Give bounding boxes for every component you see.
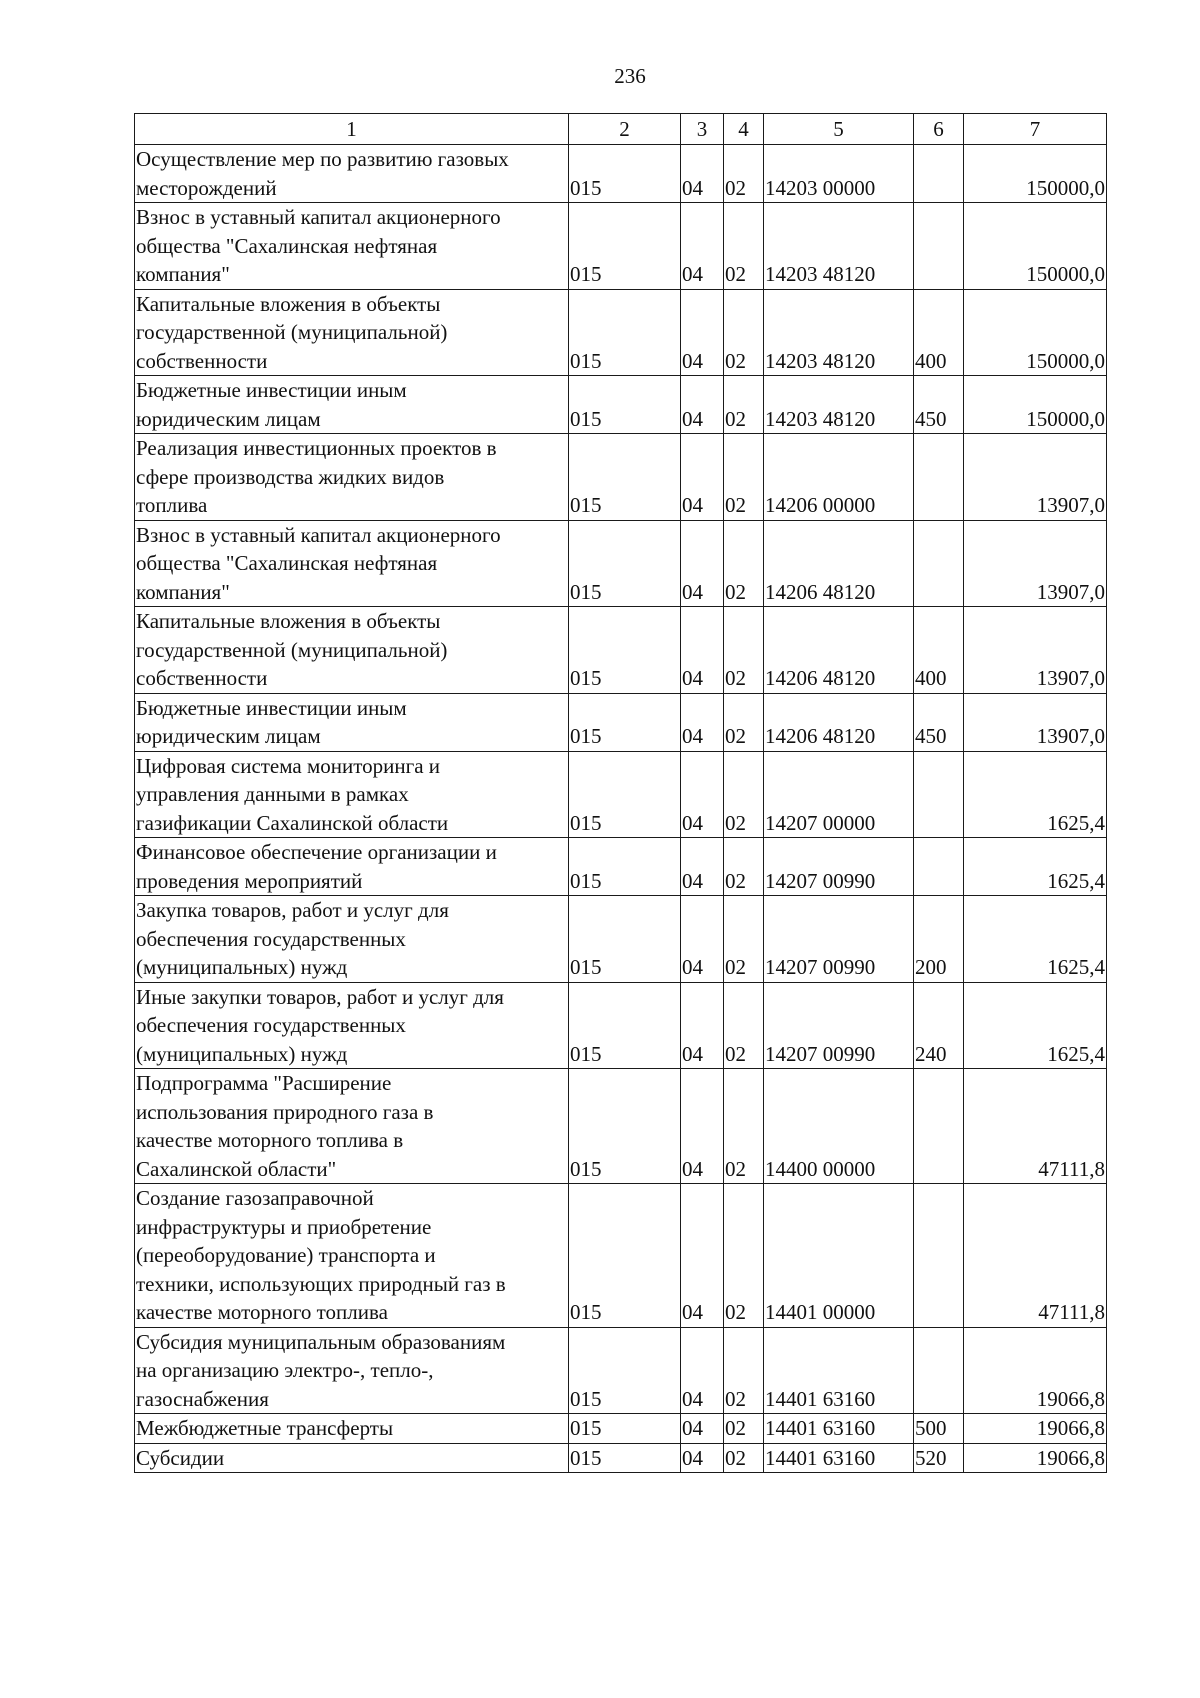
expense-type-cell <box>914 520 964 607</box>
amount-cell: 13907,0 <box>964 520 1107 607</box>
ministry-code-cell: 015 <box>569 751 681 838</box>
expense-type-cell <box>914 434 964 521</box>
target-article-cell: 14401 63160 <box>764 1327 914 1414</box>
amount-cell: 150000,0 <box>964 203 1107 290</box>
subsection-code-cell: 02 <box>724 1069 764 1184</box>
item-name-cell: Цифровая система мониторинга и управления данными в рамках газификации Сахалинской области <box>135 751 569 838</box>
amount-cell: 47111,8 <box>964 1184 1107 1328</box>
subsection-code-cell: 02 <box>724 145 764 203</box>
expense-type-cell: 450 <box>914 693 964 751</box>
item-name-cell: Бюджетные инвестиции иным юридическим лицам <box>135 376 569 434</box>
item-name-cell: Межбюджетные трансферты <box>135 1414 569 1444</box>
section-code-cell: 04 <box>681 434 724 521</box>
subsection-code-cell: 02 <box>724 896 764 983</box>
target-article-cell: 14203 48120 <box>764 203 914 290</box>
expense-type-cell <box>914 838 964 896</box>
target-article-cell: 14401 63160 <box>764 1443 914 1473</box>
section-code-cell: 04 <box>681 838 724 896</box>
expense-type-cell: 240 <box>914 982 964 1069</box>
column-header-2: 2 <box>569 114 681 145</box>
subsection-code-cell: 02 <box>724 838 764 896</box>
expense-type-cell: 450 <box>914 376 964 434</box>
ministry-code-cell: 015 <box>569 145 681 203</box>
header-row <box>135 114 1107 145</box>
subsection-code-cell: 02 <box>724 520 764 607</box>
amount-cell: 1625,4 <box>964 896 1107 983</box>
amount-cell: 13907,0 <box>964 693 1107 751</box>
subsection-code-cell: 02 <box>724 1184 764 1328</box>
table-row <box>135 982 1107 1069</box>
subsection-code-cell: 02 <box>724 203 764 290</box>
ministry-code-cell: 015 <box>569 1443 681 1473</box>
table-row <box>135 693 1107 751</box>
ministry-code-cell: 015 <box>569 607 681 694</box>
ministry-code-cell: 015 <box>569 1184 681 1328</box>
table-row <box>135 751 1107 838</box>
section-code-cell: 04 <box>681 607 724 694</box>
expense-type-cell <box>914 751 964 838</box>
ministry-code-cell: 015 <box>569 1069 681 1184</box>
table-row <box>135 520 1107 607</box>
target-article-cell: 14206 00000 <box>764 434 914 521</box>
target-article-cell: 14206 48120 <box>764 693 914 751</box>
item-name-cell: Капитальные вложения в объекты государственной (муниципальной) собственности <box>135 607 569 694</box>
item-name-cell: Субсидии <box>135 1443 569 1473</box>
expense-type-cell <box>914 1069 964 1184</box>
column-header-5: 5 <box>764 114 914 145</box>
amount-cell: 150000,0 <box>964 145 1107 203</box>
table-row <box>135 838 1107 896</box>
table-row <box>135 1069 1107 1184</box>
column-header-6: 6 <box>914 114 964 145</box>
ministry-code-cell: 015 <box>569 376 681 434</box>
expense-type-cell: 520 <box>914 1443 964 1473</box>
amount-cell: 1625,4 <box>964 838 1107 896</box>
subsection-code-cell: 02 <box>724 289 764 376</box>
expense-type-cell: 200 <box>914 896 964 983</box>
table-row <box>135 289 1107 376</box>
section-code-cell: 04 <box>681 1443 724 1473</box>
target-article-cell: 14207 00990 <box>764 982 914 1069</box>
section-code-cell: 04 <box>681 203 724 290</box>
section-code-cell: 04 <box>681 1184 724 1328</box>
subsection-code-cell: 02 <box>724 1327 764 1414</box>
target-article-cell: 14203 48120 <box>764 376 914 434</box>
target-article-cell: 14203 48120 <box>764 289 914 376</box>
column-header-7: 7 <box>964 114 1107 145</box>
expense-type-cell <box>914 1327 964 1414</box>
ministry-code-cell: 015 <box>569 1414 681 1444</box>
expense-type-cell <box>914 203 964 290</box>
subsection-code-cell: 02 <box>724 376 764 434</box>
subsection-code-cell: 02 <box>724 1414 764 1444</box>
column-header-1: 1 <box>135 114 569 145</box>
ministry-code-cell: 015 <box>569 982 681 1069</box>
table-row <box>135 1184 1107 1328</box>
subsection-code-cell: 02 <box>724 751 764 838</box>
table-row <box>135 434 1107 521</box>
subsection-code-cell: 02 <box>724 1443 764 1473</box>
expense-type-cell <box>914 1184 964 1328</box>
ministry-code-cell: 015 <box>569 203 681 290</box>
amount-cell: 13907,0 <box>964 434 1107 521</box>
item-name-cell: Закупка товаров, работ и услуг для обеспечения государственных (муниципальных) нужд <box>135 896 569 983</box>
amount-cell: 1625,4 <box>964 982 1107 1069</box>
amount-cell: 150000,0 <box>964 376 1107 434</box>
target-article-cell: 14206 48120 <box>764 607 914 694</box>
item-name-cell: Субсидия муниципальным образованиям на организацию электро-, тепло-, газоснабжения <box>135 1327 569 1414</box>
subsection-code-cell: 02 <box>724 607 764 694</box>
column-header-3: 3 <box>681 114 724 145</box>
ministry-code-cell: 015 <box>569 520 681 607</box>
item-name-cell: Подпрограмма "Расширение использования природного газа в качестве моторного топлива в Сахалинской области" <box>135 1069 569 1184</box>
item-name-cell: Капитальные вложения в объекты государственной (муниципальной) собственности <box>135 289 569 376</box>
target-article-cell: 14401 63160 <box>764 1414 914 1444</box>
subsection-code-cell: 02 <box>724 693 764 751</box>
item-name-cell: Бюджетные инвестиции иным юридическим лицам <box>135 693 569 751</box>
subsection-code-cell: 02 <box>724 982 764 1069</box>
expense-type-cell: 400 <box>914 607 964 694</box>
item-name-cell: Взнос в уставный капитал акционерного общества "Сахалинская нефтяная компания" <box>135 520 569 607</box>
target-article-cell: 14207 00990 <box>764 838 914 896</box>
table-row <box>135 896 1107 983</box>
item-name-cell: Осуществление мер по развитию газовых месторождений <box>135 145 569 203</box>
section-code-cell: 04 <box>681 751 724 838</box>
expense-type-cell: 400 <box>914 289 964 376</box>
section-code-cell: 04 <box>681 376 724 434</box>
amount-cell: 1625,4 <box>964 751 1107 838</box>
ministry-code-cell: 015 <box>569 1327 681 1414</box>
page-number: 236 <box>614 64 646 88</box>
ministry-code-cell: 015 <box>569 289 681 376</box>
table-row <box>135 1443 1107 1473</box>
section-code-cell: 04 <box>681 1414 724 1444</box>
item-name-cell: Иные закупки товаров, работ и услуг для обеспечения государственных (муниципальных) нужд <box>135 982 569 1069</box>
section-code-cell: 04 <box>681 520 724 607</box>
table-row <box>135 203 1107 290</box>
section-code-cell: 04 <box>681 982 724 1069</box>
target-article-cell: 14400 00000 <box>764 1069 914 1184</box>
ministry-code-cell: 015 <box>569 838 681 896</box>
target-article-cell: 14206 48120 <box>764 520 914 607</box>
expense-type-cell <box>914 145 964 203</box>
item-name-cell: Реализация инвестиционных проектов в сфере производства жидких видов топлива <box>135 434 569 521</box>
amount-cell: 150000,0 <box>964 289 1107 376</box>
amount-cell: 47111,8 <box>964 1069 1107 1184</box>
item-name-cell: Взнос в уставный капитал акционерного общества "Сахалинская нефтяная компания" <box>135 203 569 290</box>
section-code-cell: 04 <box>681 896 724 983</box>
amount-cell: 19066,8 <box>964 1414 1107 1444</box>
table-row <box>135 145 1107 203</box>
target-article-cell: 14207 00990 <box>764 896 914 983</box>
section-code-cell: 04 <box>681 693 724 751</box>
section-code-cell: 04 <box>681 145 724 203</box>
target-article-cell: 14401 00000 <box>764 1184 914 1328</box>
ministry-code-cell: 015 <box>569 896 681 983</box>
amount-cell: 19066,8 <box>964 1443 1107 1473</box>
section-code-cell: 04 <box>681 1327 724 1414</box>
section-code-cell: 04 <box>681 289 724 376</box>
amount-cell: 13907,0 <box>964 607 1107 694</box>
table-row <box>135 376 1107 434</box>
target-article-cell: 14203 00000 <box>764 145 914 203</box>
ministry-code-cell: 015 <box>569 434 681 521</box>
expense-type-cell: 500 <box>914 1414 964 1444</box>
table-row <box>135 607 1107 694</box>
ministry-code-cell: 015 <box>569 693 681 751</box>
item-name-cell: Финансовое обеспечение организации и проведения мероприятий <box>135 838 569 896</box>
table-body <box>135 145 1107 1473</box>
column-header-4: 4 <box>724 114 764 145</box>
section-code-cell: 04 <box>681 1069 724 1184</box>
subsection-code-cell: 02 <box>724 434 764 521</box>
table-row <box>135 1327 1107 1414</box>
item-name-cell: Создание газозаправочной инфраструктуры и приобретение (переоборудование) транспорта и техники, использующих природный газ в качестве моторного топлива <box>135 1184 569 1328</box>
target-article-cell: 14207 00000 <box>764 751 914 838</box>
amount-cell: 19066,8 <box>964 1327 1107 1414</box>
budget-table <box>134 113 1107 1473</box>
table-row <box>135 1414 1107 1444</box>
